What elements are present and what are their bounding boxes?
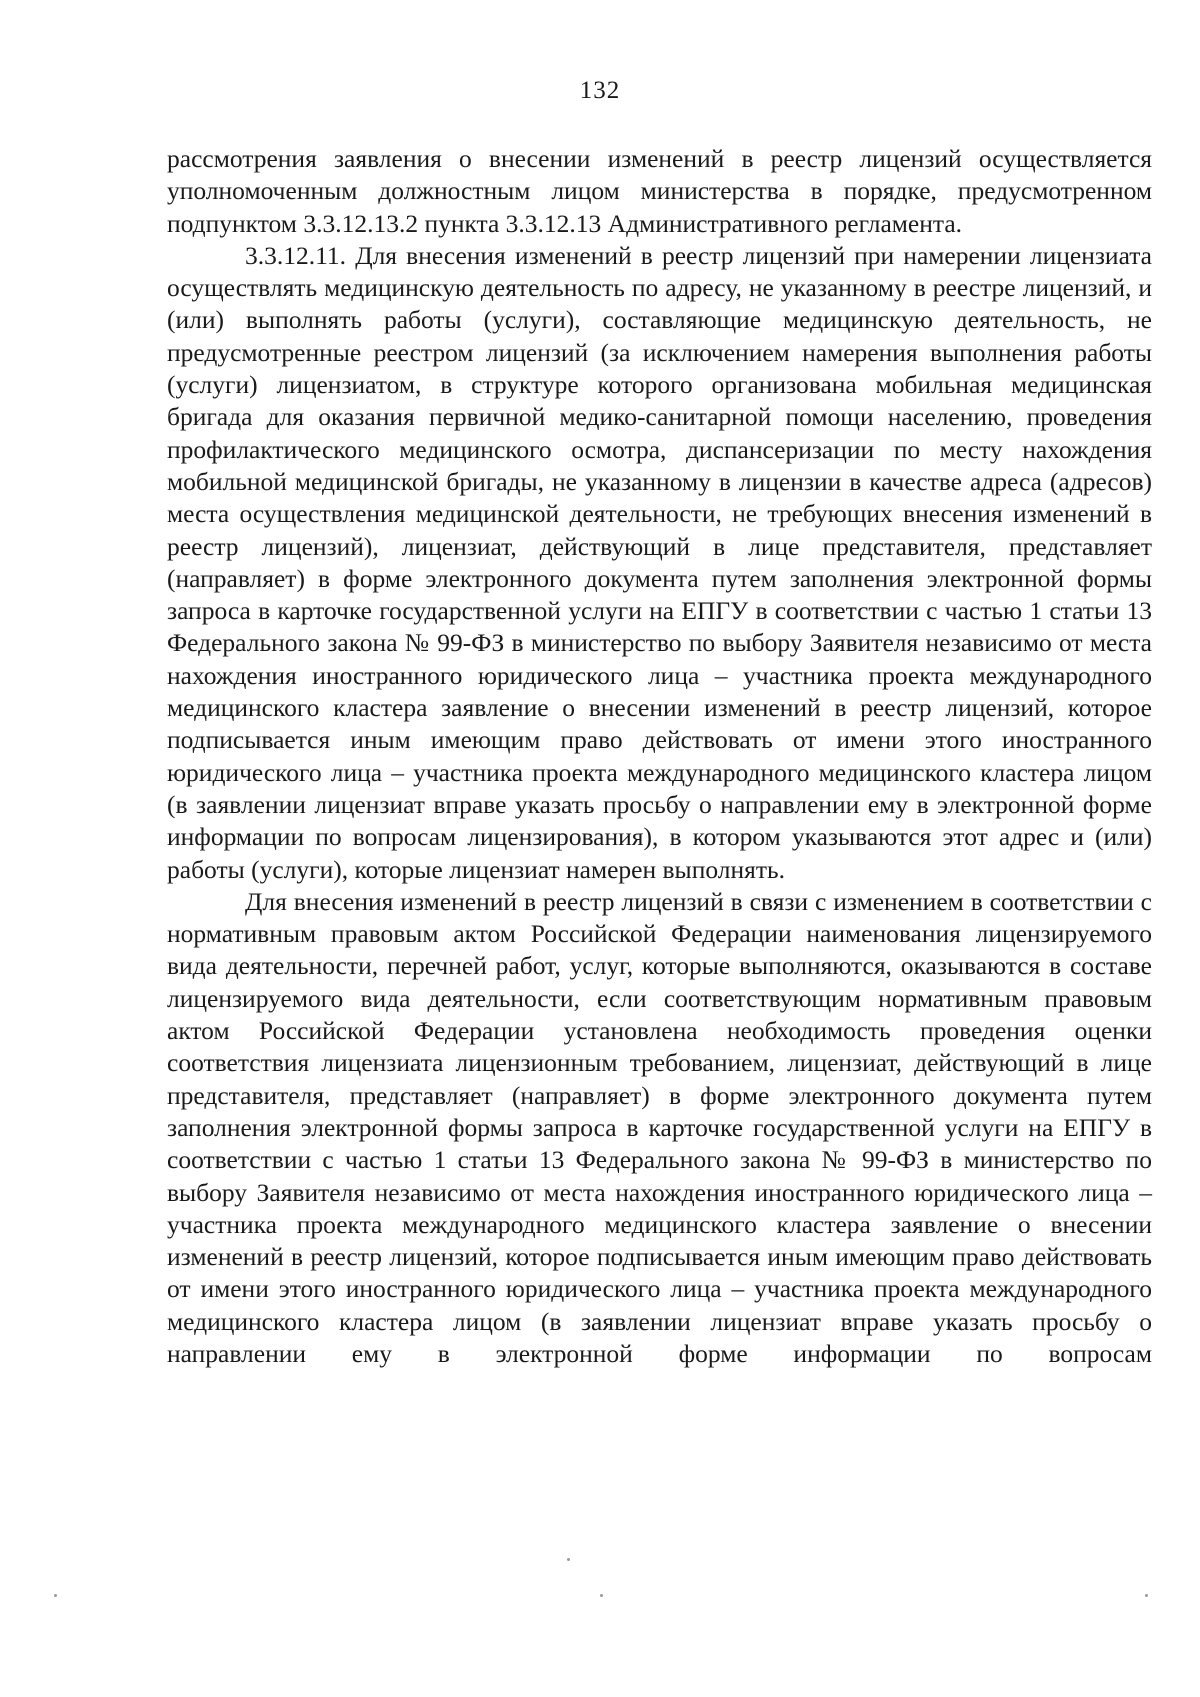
scan-speck xyxy=(567,1558,570,1561)
paragraph-continuation: рассмотрения заявления о внесении изменений в реестр лицензий осуществляется уполномоченным должностным лицом министерства в порядке, предусмотренном подпунктом 3.3.12.13.2 пункта 3.3.12.13 Административного регламента. xyxy=(167,144,1152,238)
scan-speck xyxy=(600,1594,603,1597)
page-number: 132 xyxy=(579,77,621,104)
paragraph-3-3-12-11: 3.3.12.11. Для внесения изменений в реестр лицензий при намерении лицензиата осуществлять медицинскую деятельность по адресу, не указанному в реестре лицензий, и (или) выполнять работы (услуги), составляющие медицинскую деятельность, не предусмотренные реестром лицензий (за исключением намерения выполнения работы (услуги) лицензиатом, в структуре которого организована мобильная медицинская бригада для оказания первичной медико-санитарной помощи населению, проведения профилактического медицинского осмотра, диспансеризации по месту нахождения мобильной медицинской бригады, не указанному в лицензии в качестве адреса (адресов) места осуществления медицинской деятельности, не требующих внесения изменений в реестр лицензий), лицензиат, действующий в лице представителя, представляет (направляет) в форме электронного документа путем заполнения электронной формы запроса в карточке государственной услуги на ЕПГУ в соответствии с частью 1 статьи 13 Федерального закона № 99-ФЗ в министерство по выбору Заявителя независимо от места нахождения иностранного юридического лица – участника проекта международного медицинского кластера заявление о внесении изменений в реестр лицензий, которое подписывается иным имеющим право действовать от имени этого иностранного юридического лица – участника проекта международного медицинского кластера лицом (в заявлении лицензиат вправе указать просьбу о направлении ему в электронной форме информации по вопросам лицензирования), в котором указываются этот адрес и (или) работы (услуги), которые лицензиат намерен выполнять. xyxy=(167,240,1152,884)
paragraph-name-change: Для внесения изменений в реестр лицензий в связи с изменением в соответствии с нормативным правовым актом Российской Федерации наименования лицензируемого вида деятельности, перечней работ, услуг, которые выполняются, оказываются в составе лицензируемого вида деятельности, если соответствующим нормативным правовым актом Российской Федерации установлена необходимость проведения оценки соответствия лицензиата лицензионным требованием, лицензиат, действующий в лице представителя, представляет (направляет) в форме электронного документа путем заполнения электронной формы запроса в карточке государственной услуги на ЕПГУ в соответствии с частью 1 статьи 13 Федерального закона № 99-ФЗ в министерство по выбору Заявителя независимо от места нахождения иностранного юридического лица – участника проекта международного медицинского кластера заявление о внесении изменений в реестр лицензий, которое подписывается иным имеющим право действовать от имени этого иностранного юридического лица – участника проекта международного медицинского кластера лицом (в заявлении лицензиат вправе указать просьбу о направлении ему в электронной форме информации по вопросам xyxy=(167,886,1152,1368)
document-body xyxy=(167,143,1152,1370)
scan-speck xyxy=(54,1594,57,1597)
scan-speck xyxy=(1145,1594,1148,1597)
